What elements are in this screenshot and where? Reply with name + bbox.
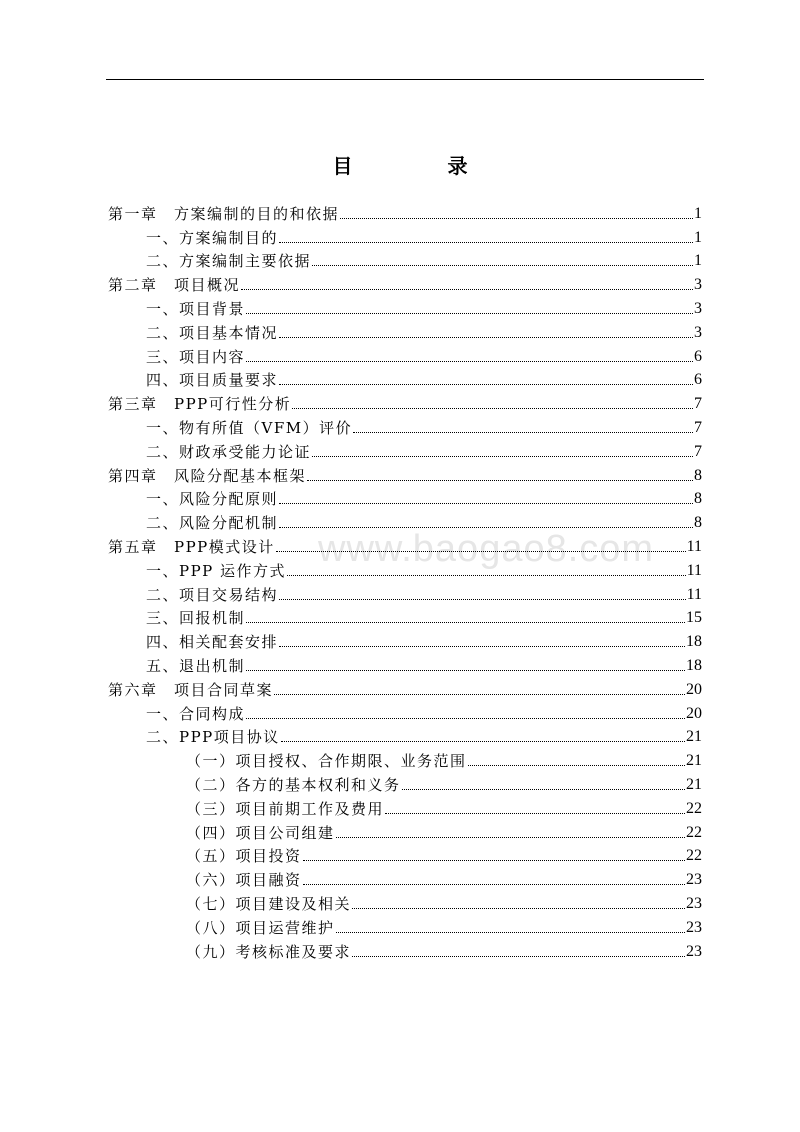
toc-entry-page: 21	[686, 775, 702, 793]
toc-title: 目 录	[332, 154, 512, 178]
toc-entry[interactable]	[0, 389, 800, 413]
toc-entry-page: 20	[686, 704, 702, 722]
toc-entry-page: 11	[686, 537, 702, 555]
toc-entry-label: （八）项目运营维护	[186, 918, 335, 937]
toc-entry-page: 23	[686, 918, 702, 936]
toc-dot-leader	[292, 408, 693, 409]
toc-entry-label: （九）考核标准及要求	[186, 942, 352, 961]
toc-dot-leader	[279, 503, 693, 504]
toc-dot-leader	[307, 480, 693, 481]
toc-entry-label: 二、财政承受能力论证	[146, 442, 312, 461]
toc-entry[interactable]	[0, 461, 800, 485]
toc-dot-leader	[336, 932, 685, 933]
toc-entry-page: 7	[694, 418, 702, 436]
toc-entry-page: 21	[686, 752, 702, 770]
toc-entry-label: 二、项目基本情况	[146, 323, 279, 342]
toc-dot-leader	[352, 908, 685, 909]
toc-dot-leader	[246, 670, 685, 671]
toc-entry-page: 1	[694, 252, 702, 270]
toc-entry-label: 一、合同构成	[146, 704, 246, 723]
toc-entry[interactable]	[0, 723, 800, 747]
toc-entry-label: 五、退出机制	[146, 656, 246, 675]
toc-dot-leader	[246, 718, 685, 719]
toc-entry-page: 23	[686, 871, 702, 889]
toc-dot-leader	[468, 765, 685, 766]
toc-dot-leader	[336, 837, 685, 838]
toc-entry-page: 22	[686, 847, 702, 865]
toc-entry[interactable]	[0, 247, 800, 271]
toc-entry[interactable]	[0, 865, 800, 889]
toc-entry-label: （二）各方的基本权利和义务	[186, 775, 401, 794]
toc-entry-label: 三、项目内容	[146, 347, 246, 366]
toc-entry-label: （三）项目前期工作及费用	[186, 799, 385, 818]
toc-dot-leader	[312, 265, 693, 266]
toc-entry[interactable]	[0, 532, 800, 556]
toc-entry-page: 1	[694, 204, 702, 222]
toc-dot-leader	[303, 860, 685, 861]
toc-dot-leader	[246, 622, 685, 623]
toc-entry-label: 二、项目交易结构	[146, 585, 279, 604]
toc-entry-page: 8	[694, 490, 702, 508]
toc-entry[interactable]	[0, 485, 800, 509]
toc-dot-leader	[352, 956, 685, 957]
toc-entry-page: 3	[694, 276, 702, 294]
toc-entry-page: 15	[686, 609, 702, 627]
toc-dot-leader	[303, 884, 685, 885]
toc-dot-leader	[385, 813, 685, 814]
toc-entry-label: 四、项目质量要求	[146, 371, 279, 390]
toc-entry[interactable]	[0, 270, 800, 294]
toc-entry[interactable]	[0, 366, 800, 390]
toc-entry-page: 1	[694, 228, 702, 246]
toc-dot-leader	[353, 432, 693, 433]
toc-entry[interactable]	[0, 794, 800, 818]
toc-entry[interactable]	[0, 294, 800, 318]
toc-entry-page: 21	[686, 728, 702, 746]
header-rule	[106, 79, 704, 80]
toc-dot-leader	[287, 575, 686, 576]
toc-entry-label: （五）项目投资	[186, 847, 302, 866]
toc-entry[interactable]	[0, 675, 800, 699]
toc-entry[interactable]	[0, 318, 800, 342]
toc-entry[interactable]	[0, 746, 800, 770]
toc-entry[interactable]	[0, 770, 800, 794]
toc-entry-label: 三、回报机制	[146, 609, 246, 628]
toc-entry[interactable]	[0, 818, 800, 842]
toc-dot-leader	[279, 646, 685, 647]
toc-dot-leader	[279, 527, 693, 528]
toc-entry-label: 二、方案编制主要依据	[146, 252, 312, 271]
toc-entry-label: （一）项目授权、合作期限、业务范围	[186, 752, 467, 771]
toc-entry-label: 一、物有所值（VFM）评价	[146, 418, 353, 437]
toc-entry[interactable]	[0, 437, 800, 461]
toc-entry-page: 20	[686, 680, 702, 698]
toc-entry-label: 一、项目背景	[146, 299, 246, 318]
toc-entry-label: 第六章 项目合同草案	[108, 680, 274, 699]
toc-dot-leader	[279, 242, 693, 243]
watermark: www.baogao8.com	[318, 528, 655, 570]
toc-entry-page: 18	[686, 633, 702, 651]
toc-entry[interactable]	[0, 199, 800, 223]
toc-dot-leader	[281, 741, 685, 742]
toc-entry-page: 3	[694, 299, 702, 317]
toc-entry[interactable]	[0, 413, 800, 437]
toc-dot-leader	[279, 599, 686, 600]
toc-entry[interactable]	[0, 604, 800, 628]
toc-entry-page: 6	[694, 371, 702, 389]
toc-entry-label: 一、风险分配原则	[146, 490, 279, 509]
toc-entry-page: 11	[686, 585, 702, 603]
toc-entry[interactable]	[0, 937, 800, 961]
toc-entry[interactable]	[0, 651, 800, 675]
toc-entry[interactable]	[0, 842, 800, 866]
toc-entry-page: 7	[694, 395, 702, 413]
toc-entry[interactable]	[0, 342, 800, 366]
toc-entry[interactable]	[0, 627, 800, 651]
toc-entry-page: 7	[694, 442, 702, 460]
toc-entry[interactable]	[0, 913, 800, 937]
toc-entry[interactable]	[0, 889, 800, 913]
toc-entry-label: （四）项目公司组建	[186, 823, 335, 842]
toc-dot-leader	[279, 337, 693, 338]
toc-entry-page: 6	[694, 347, 702, 365]
toc-entry-page: 8	[694, 466, 702, 484]
toc-entry-label: 四、相关配套安排	[146, 633, 279, 652]
toc-entry-label: 二、PPP项目协议	[146, 728, 280, 747]
toc-entry-page: 18	[686, 656, 702, 674]
toc-entry-label: 第五章 PPP模式设计	[108, 537, 275, 556]
toc-entry-page: 23	[686, 942, 702, 960]
toc-entry-label: 一、PPP 运作方式	[146, 561, 287, 580]
toc-dot-leader	[312, 456, 693, 457]
toc-dot-leader	[241, 289, 693, 290]
toc-dot-leader	[279, 384, 693, 385]
toc-entry-page: 22	[686, 799, 702, 817]
toc-dot-leader	[246, 313, 693, 314]
toc-dot-leader	[402, 789, 685, 790]
toc-entry-page: 11	[686, 561, 702, 579]
toc-entry-page: 22	[686, 823, 702, 841]
toc-entry-label: 一、方案编制目的	[146, 228, 279, 247]
toc-entry[interactable]	[0, 699, 800, 723]
toc-dot-leader	[246, 361, 693, 362]
toc-dot-leader	[340, 218, 693, 219]
toc-entry[interactable]	[0, 580, 800, 604]
toc-entry-page: 3	[694, 323, 702, 341]
toc-entry-label: （七）项目建设及相关	[186, 894, 352, 913]
toc-entry[interactable]	[0, 223, 800, 247]
toc-entry-page: 8	[694, 514, 702, 532]
toc-entry-label: 第三章 PPP可行性分析	[108, 395, 292, 414]
toc-entry-label: 第一章 方案编制的目的和依据	[108, 204, 340, 223]
toc-entry-page: 23	[686, 894, 702, 912]
toc-dot-leader	[274, 694, 685, 695]
toc-entry-label: 第四章 风险分配基本框架	[108, 466, 307, 485]
toc-entry-label: 二、风险分配机制	[146, 514, 279, 533]
toc-entry-label: （六）项目融资	[186, 871, 302, 890]
table-of-contents	[0, 199, 800, 961]
toc-entry[interactable]	[0, 508, 800, 532]
toc-entry[interactable]	[0, 556, 800, 580]
toc-entry-label: 第二章 项目概况	[108, 276, 241, 295]
toc-dot-leader	[276, 551, 686, 552]
